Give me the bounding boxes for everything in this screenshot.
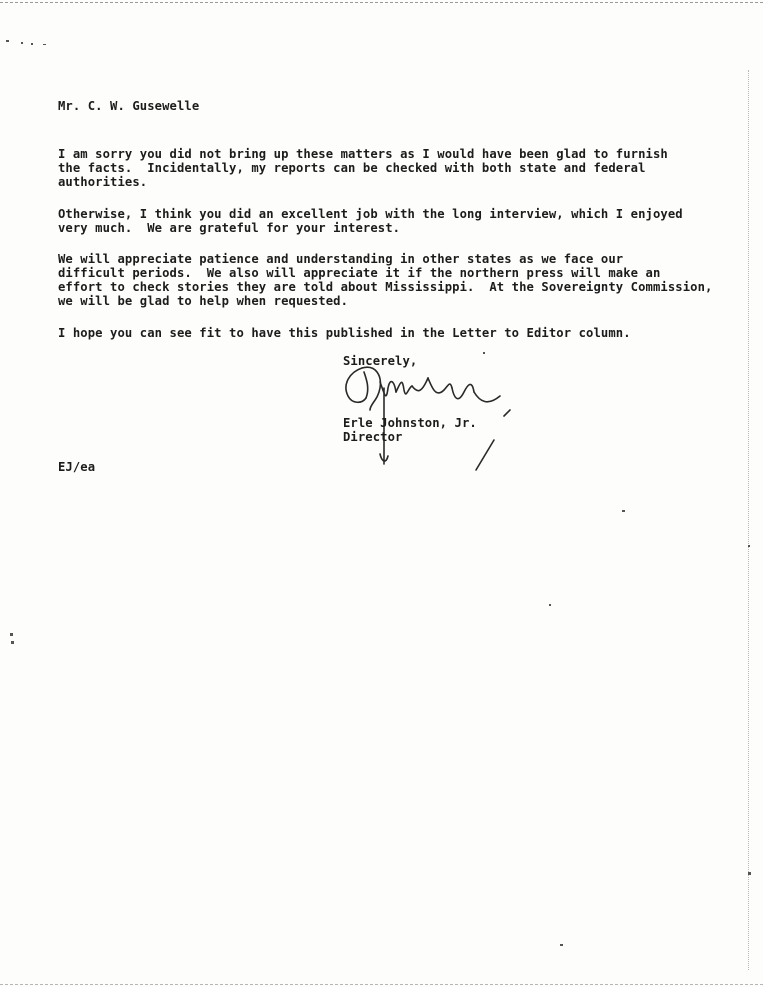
top-edge-scan-border [0,2,763,3]
signer-title: Director [343,430,403,444]
bottom-edge-scan-border [0,984,763,985]
body-paragraph-2: Otherwise, I think you did an excellent job with the long interview, which I enjoyed very much. We are grateful for your interest. [58,207,683,235]
body-paragraph-4: I hope you can see fit to have this published in the Letter to Editor column. [58,326,631,340]
body-paragraph-3: We will appreciate patience and understanding in other states as we face our difficult periods. We also will appreciate it if the northern press will make an effort to check stories they are told about Mississippi. At the Sovereignty Commission, we will be glad to help when requested. [58,252,713,308]
recipient-line: Mr. C. W. Gusewelle [58,99,200,113]
right-edge-scan-border [748,70,749,970]
body-paragraph-1: I am sorry you did not bring up these matters as I would have been glad to furnish the facts. Incidentally, my reports can be checked with both state and federal authorities. [58,147,668,189]
closing-line: Sincerely, [343,354,418,368]
reference-initials: EJ/ea [58,460,96,474]
signer-name: Erle Johnston, Jr. [343,416,477,430]
